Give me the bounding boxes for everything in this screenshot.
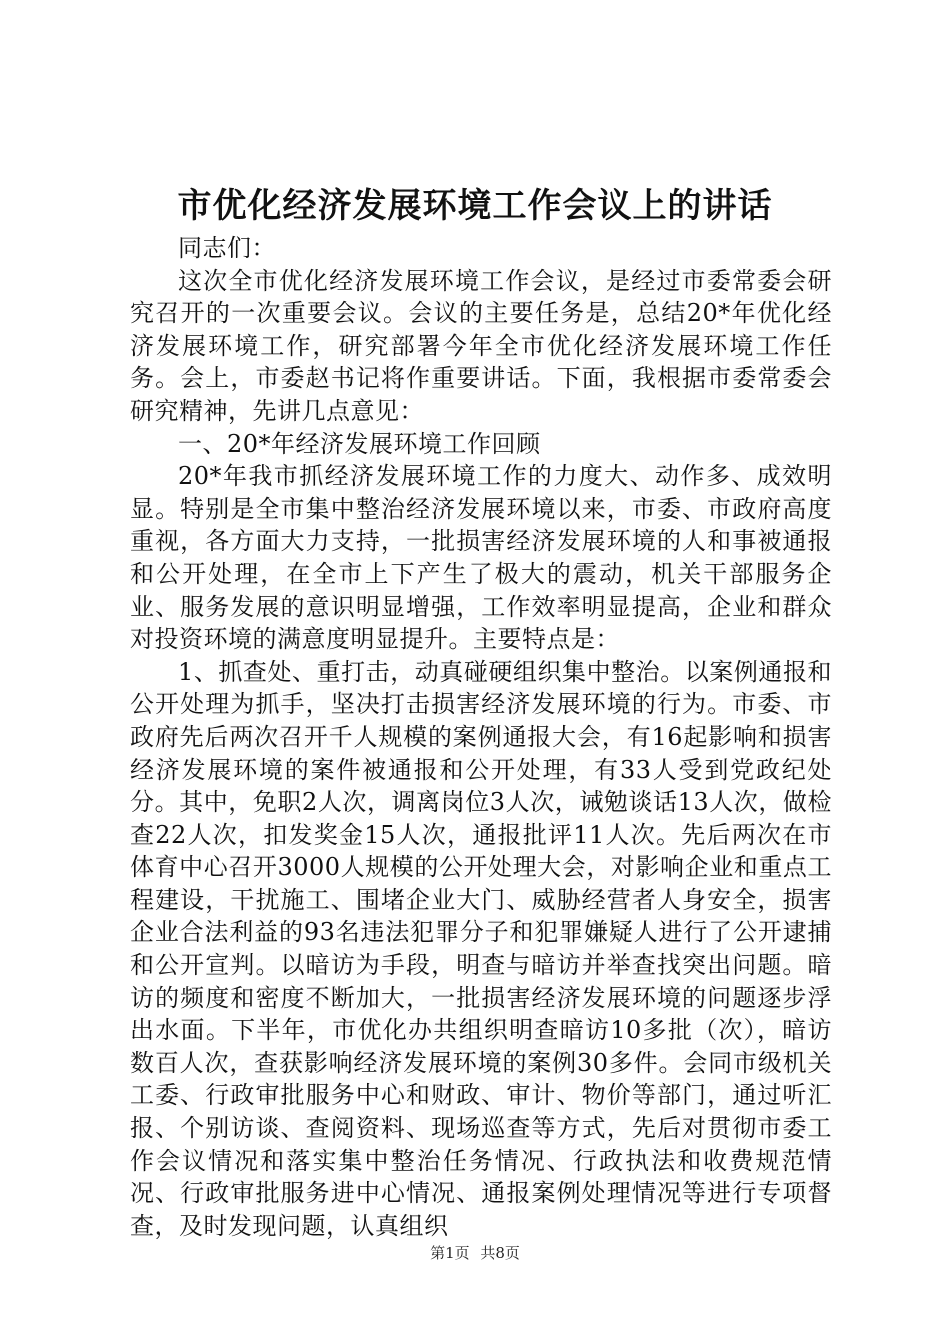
page-number: 第1页 (430, 1244, 470, 1262)
section-heading: 一、20*年经济发展环境工作回顾 (178, 429, 541, 458)
paragraph-intro: 这次全市优化经济发展环境工作会议，是经过市委常委会研究召开的一次重要会议。会议的主要任务是，总结20*年优化经济发展环境工作，研究部署今年全市优化经济发展环境工作任务。会上，市委赵书记将作重要讲话。下面，我根据市委常委会研究精神，先讲几点意见： (130, 266, 832, 425)
salutation: 同志们： (178, 234, 276, 262)
document-title: 市优化经济发展环境工作会议上的讲话 (177, 186, 773, 226)
paragraph-review: 20*年我市抓经济发展环境工作的力度大、动作多、成效明显。特别是全市集中整治经济发展环境以来，市委、市政府高度重视，各方面大力支持，一批损害经济发展环境的人和事被通报和公开处理，在全市上下产生了极大的震动，机关干部服务企业、服务发展的意识明显增强，工作效率明显提高，企业和群众对投资环境的满意度明显提升。主要特点是： (130, 462, 832, 654)
paragraph-point-1: 1、抓查处、重打击，动真碰硬组织集中整治。以案例通报和公开处理为抓手，坚决打击损害经济发展环境的行为。市委、市政府先后两次召开千人规模的案例通报大会，有16起影响和损害经济发展环境的案件被通报和公开处理，有33人受到党政纪处分。其中，免职2人次，调离岗位3人次，诫勉谈话13人次，做检查22人次，扣发奖金15人次，通报批评11人次。先后两次在市体育中心召开3000人规模的公开处理大会，对影响企业和重点工程建设，干扰施工、围堵企业大门、威胁经营者人身安全，损害企业合法利益的93名违法犯罪分子和犯罪嫌疑人进行了公开逮捕和公开宣判。以暗访为手段，明查与暗访并举查找突出问题。暗访的频度和密度不断加大，一批损害经济发展环境的问题逐步浮出水面。下半年，市优化办共组织明查暗访10多批（次），暗访数百人次，查获影响经济发展环境的案例30多件。会同市级机关工委、行政审批服务中心和财政、审计、物价等部门，通过听汇报、个别访谈、查阅资料、现场巡查等方式，先后对贯彻市委工作会议情况和落实集中整治任务情况、行政执法和收费规范情况、行政审批服务进中心情况、通报案例处理情况等进行专项督查，及时发现问题，认真组织 (130, 657, 832, 1240)
page-footer (0, 1243, 950, 1263)
page-total: 共8页 (480, 1244, 520, 1262)
document-body (130, 232, 832, 1242)
